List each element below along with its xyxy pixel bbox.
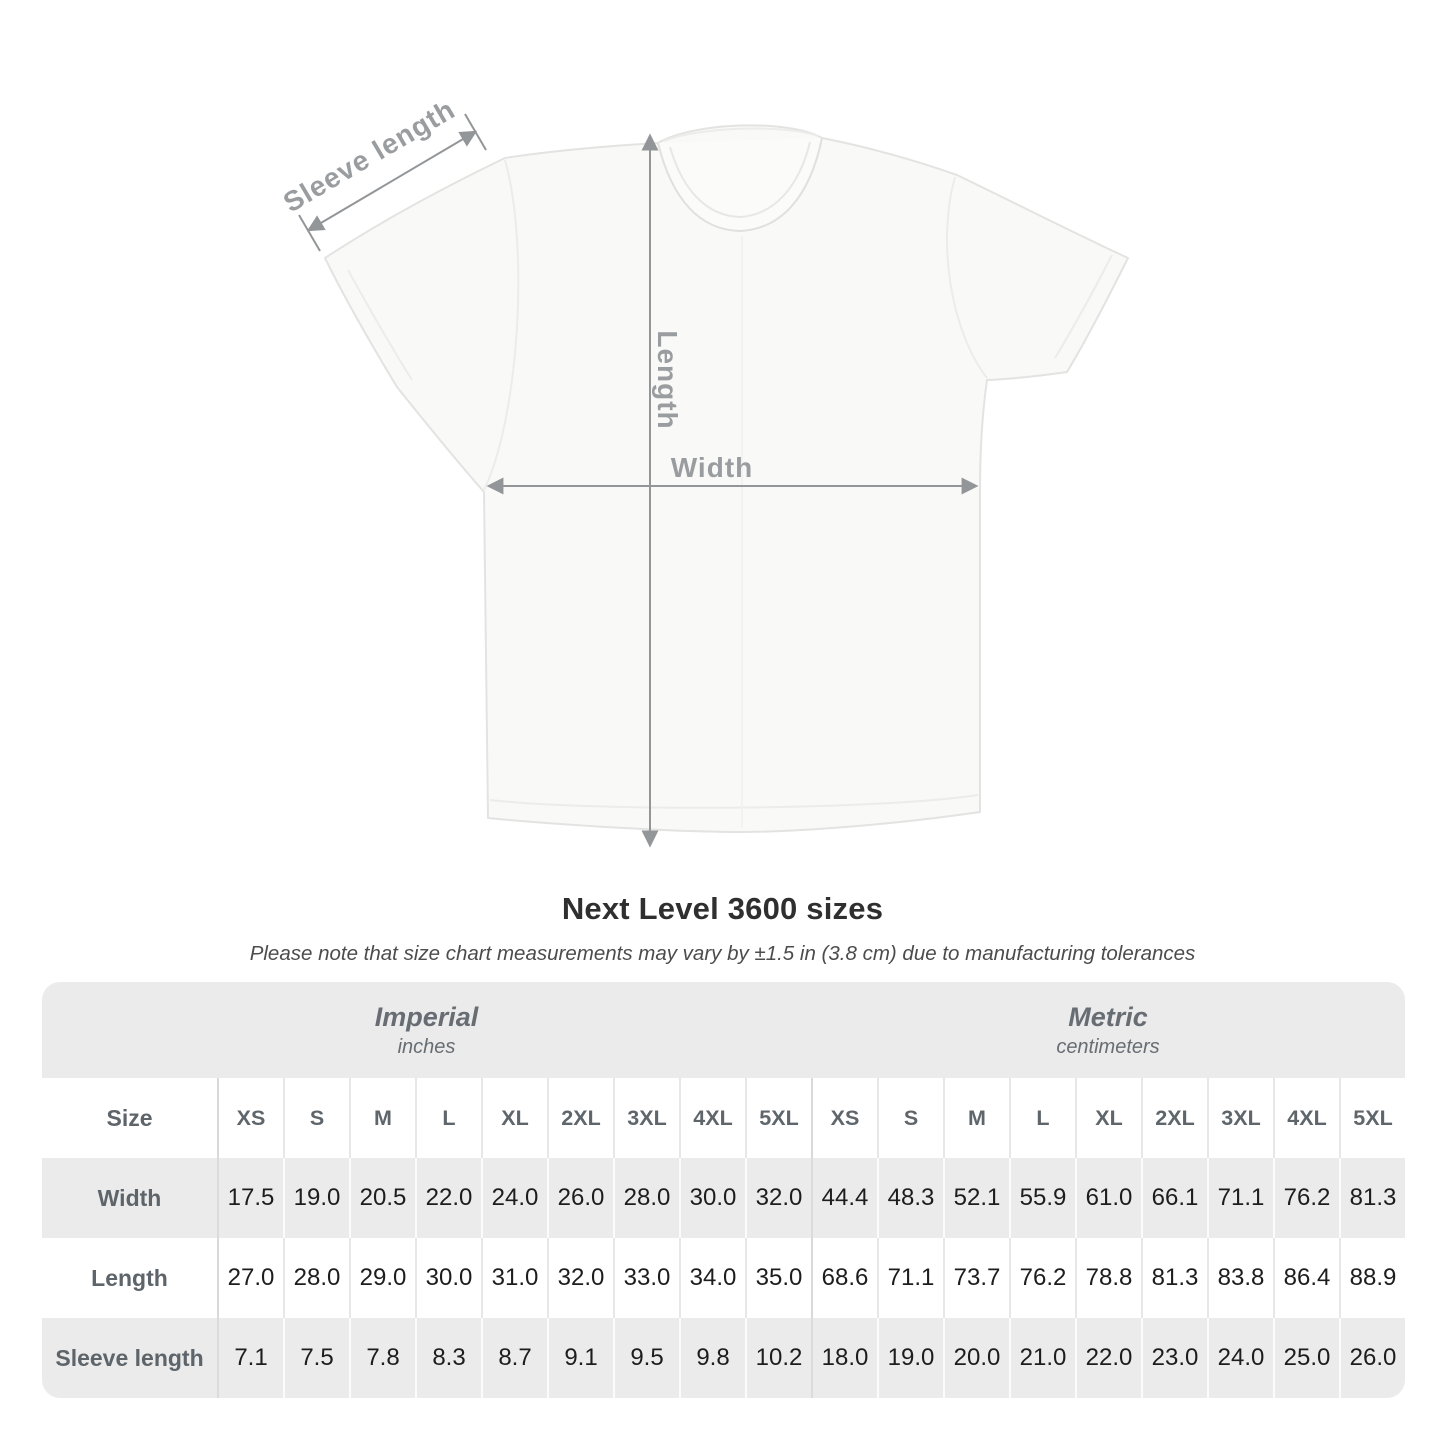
- value-cell: 88.9: [1339, 1238, 1405, 1318]
- imperial-unit: inches: [397, 1035, 456, 1058]
- size-header-cell: 3XL: [613, 1078, 679, 1158]
- value-cell: 73.7: [943, 1238, 1009, 1318]
- value-cell: 7.8: [349, 1318, 415, 1398]
- value-cell: 71.1: [1207, 1158, 1273, 1238]
- value-cell: 86.4: [1273, 1238, 1339, 1318]
- size-header-cell: 5XL: [745, 1078, 811, 1158]
- value-cell: 68.6: [811, 1238, 877, 1318]
- value-cell: 33.0: [613, 1238, 679, 1318]
- value-cell: 30.0: [679, 1158, 745, 1238]
- value-cell: 31.0: [481, 1238, 547, 1318]
- value-cell: 10.2: [745, 1318, 811, 1398]
- tolerance-note: Please note that size chart measurements may vary by ±1.5 in (3.8 cm) due to manufacturing tolerances: [249, 942, 1196, 965]
- value-cell: 78.8: [1075, 1238, 1141, 1318]
- value-cell: 26.0: [1339, 1318, 1405, 1398]
- measurement-row: [42, 1238, 1405, 1318]
- sleeve-arrow-tick-start: [299, 215, 320, 251]
- value-cell: 52.1: [943, 1158, 1009, 1238]
- measurement-row: [42, 1318, 1405, 1398]
- value-cell: 19.0: [283, 1158, 349, 1238]
- size-header-row: [42, 1078, 1405, 1158]
- value-cell: 35.0: [745, 1238, 811, 1318]
- value-cell: 7.1: [217, 1318, 283, 1398]
- value-cell: 20.5: [349, 1158, 415, 1238]
- size-corner-label: Size: [106, 1104, 153, 1131]
- page-title: Next Level 3600 sizes: [561, 891, 884, 926]
- size-header-cell: 4XL: [679, 1078, 745, 1158]
- value-cell: 27.0: [217, 1238, 283, 1318]
- value-cell: 61.0: [1075, 1158, 1141, 1238]
- size-grid: [42, 1078, 1405, 1398]
- value-cell: 76.2: [1009, 1238, 1075, 1318]
- size-header-cell: M: [349, 1078, 415, 1158]
- size-header-cell: XS: [217, 1078, 283, 1158]
- measurement-row: [42, 1158, 1405, 1238]
- value-cell: 7.5: [283, 1318, 349, 1398]
- length-label: Length: [652, 330, 683, 430]
- value-cell: 9.8: [679, 1318, 745, 1398]
- value-cell: 21.0: [1009, 1318, 1075, 1398]
- value-cell: 28.0: [613, 1158, 679, 1238]
- value-cell: 48.3: [877, 1158, 943, 1238]
- value-cell: 30.0: [415, 1238, 481, 1318]
- sleeve-arrow-tick-end: [465, 114, 486, 150]
- size-header-cell: S: [877, 1078, 943, 1158]
- value-cell: 26.0: [547, 1158, 613, 1238]
- value-cell: 32.0: [745, 1158, 811, 1238]
- value-cell: 55.9: [1009, 1158, 1075, 1238]
- value-cell: 20.0: [943, 1318, 1009, 1398]
- size-table: [42, 982, 1405, 1398]
- value-cell: 83.8: [1207, 1238, 1273, 1318]
- sleeve-length-label: Sleeve length: [277, 93, 461, 219]
- size-header-cell: S: [283, 1078, 349, 1158]
- width-label: Width: [670, 452, 754, 483]
- value-cell: 81.3: [1339, 1158, 1405, 1238]
- value-cell: 29.0: [349, 1238, 415, 1318]
- size-header-cell: XL: [1075, 1078, 1141, 1158]
- value-cell: 17.5: [217, 1158, 283, 1238]
- value-cell: 34.0: [679, 1238, 745, 1318]
- value-cell: 71.1: [877, 1238, 943, 1318]
- size-header-cell: 3XL: [1207, 1078, 1273, 1158]
- value-cell: 22.0: [415, 1158, 481, 1238]
- metric-section-header: [811, 982, 1405, 1078]
- value-cell: 24.0: [1207, 1318, 1273, 1398]
- value-cell: 22.0: [1075, 1318, 1141, 1398]
- metric-unit: centimeters: [1056, 1035, 1160, 1058]
- value-cell: 9.5: [613, 1318, 679, 1398]
- metric-title: Metric: [1068, 1001, 1148, 1032]
- value-cell: 66.1: [1141, 1158, 1207, 1238]
- size-header-cell: XL: [481, 1078, 547, 1158]
- value-cell: 24.0: [481, 1158, 547, 1238]
- value-cell: 9.1: [547, 1318, 613, 1398]
- value-cell: 25.0: [1273, 1318, 1339, 1398]
- size-header-cell: L: [1009, 1078, 1075, 1158]
- value-cell: 18.0: [811, 1318, 877, 1398]
- value-cell: 8.3: [415, 1318, 481, 1398]
- size-header-cell: XS: [811, 1078, 877, 1158]
- imperial-section-header: [42, 982, 811, 1078]
- size-header-cell: 5XL: [1339, 1078, 1405, 1158]
- size-header-cell: 2XL: [547, 1078, 613, 1158]
- value-cell: 19.0: [877, 1318, 943, 1398]
- row-label: Width: [97, 1184, 162, 1211]
- value-cell: 28.0: [283, 1238, 349, 1318]
- value-cell: 76.2: [1273, 1158, 1339, 1238]
- size-header-cell: M: [943, 1078, 1009, 1158]
- value-cell: 81.3: [1141, 1238, 1207, 1318]
- size-header-cell: L: [415, 1078, 481, 1158]
- size-header-cell: 2XL: [1141, 1078, 1207, 1158]
- value-cell: 23.0: [1141, 1318, 1207, 1398]
- row-label: Sleeve length: [55, 1344, 204, 1371]
- value-cell: 32.0: [547, 1238, 613, 1318]
- imperial-title: Imperial: [374, 1001, 479, 1032]
- unit-header-band: [42, 982, 1405, 1078]
- row-label: Length: [91, 1264, 168, 1291]
- size-header-cell: 4XL: [1273, 1078, 1339, 1158]
- value-cell: 44.4: [811, 1158, 877, 1238]
- value-cell: 8.7: [481, 1318, 547, 1398]
